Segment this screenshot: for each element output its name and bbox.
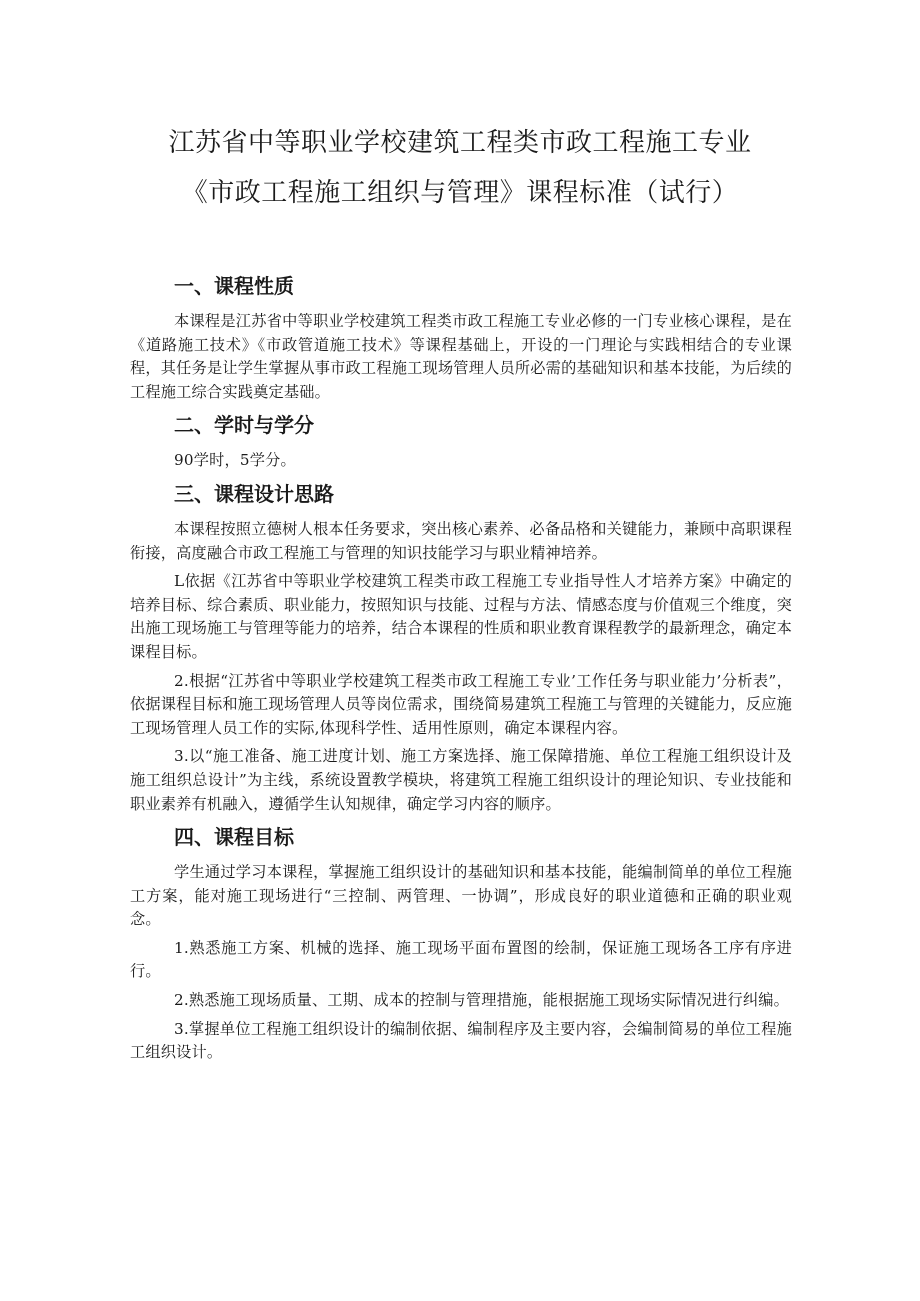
section-heading: 二、学时与学分 xyxy=(174,413,314,438)
paragraph: 学生通过学习本课程，掌握施工组织设计的基础知识和基本技能，能编制简单的单位工程施工方案，能对施工现场进行“三控制、两管理、一协调”，形成良好的职业道德和正确的职业观念。 xyxy=(130,863,792,929)
section-heading: 一、课程性质 xyxy=(174,274,294,298)
paragraph: 2.熟悉施工现场质量、工期、成本的控制与管理措施，能根据施工现场实际情况进行纠编。 xyxy=(174,991,790,1010)
paragraph: 2.根据“江苏省中等职业学校建筑工程类市政工程施工专业’工作任务与职业能力’分析表”，依据课程目标和施工现场管理人员等岗位需求，围绕简易建筑工程施工与管理的关键能力，反应施工现场管理人员工作的实际,体现科学性、适用性原则，确定本课程内容。 xyxy=(130,671,792,737)
section-design-approach xyxy=(130,478,792,816)
section-course-nature xyxy=(130,270,792,404)
paragraph: 1.熟悉施工方案、机械的选择、施工现场平面布置图的绘制，保证施工现场各工序有序进行。 xyxy=(130,938,792,981)
title-line-1: 江苏省中等职业学校建筑工程类市政工程施工专业 xyxy=(168,128,752,158)
paragraph: 本课程按照立德树人根本任务要求，突出核心素养、必备品格和关键能力，兼顾中高职课程衔接，高度融合市政工程施工与管理的知识技能学习与职业精神培养。 xyxy=(130,519,792,562)
section-hours-credits xyxy=(130,409,792,473)
title-line-2: 《市政工程施工组织与管理》课程标准（试行） xyxy=(181,178,739,208)
section-course-objectives xyxy=(130,821,792,1065)
paragraph: L依据《江苏省中等职业学校建筑工程类市政工程施工专业指导性人才培养方案》中确定的培养目标、综合素质、职业能力，按照知识与技能、过程与方法、情感态度与价值观三个维度，突出施工现场施工与管理等能力的培养，结合本课程的性质和职业教育课程教学的最新理念，确定本课程目标。 xyxy=(130,572,792,661)
section-heading: 三、课程设计思路 xyxy=(174,481,334,506)
paragraph: 本课程是江苏省中等职业学校建筑工程类市政工程施工专业必修的一门专业核心课程，是在《道路施工技术》《市政管道施工技术》等课程基础上，开设的一门理论与实践相结合的专业课程，其任务是让学生掌握从事市政工程施工现场管理人员所必需的基础知识和基本技能，为后续的工程施工综合实践奠定基础。 xyxy=(130,312,792,401)
section-heading: 四、课程目标 xyxy=(174,825,294,850)
document-body xyxy=(130,270,792,1070)
document-title xyxy=(0,118,920,218)
paragraph: 3.掌握单位工程施工组织设计的编制依据、编制程序及主要内容，会编制简易的单位工程施工组织设计。 xyxy=(130,1019,792,1062)
paragraph: 90学时，5学分。 xyxy=(174,451,296,470)
paragraph: 3.以“施工准备、施工进度计划、施工方案选择、施工保障措施、单位工程施工组织设计及施工组织总设计”为主线，系统设置教学模块，将建筑工程施工组织设计的理论知识、专业技能和职业素养有机融入，遵循学生认知规律，确定学习内容的顺序。 xyxy=(130,747,792,813)
